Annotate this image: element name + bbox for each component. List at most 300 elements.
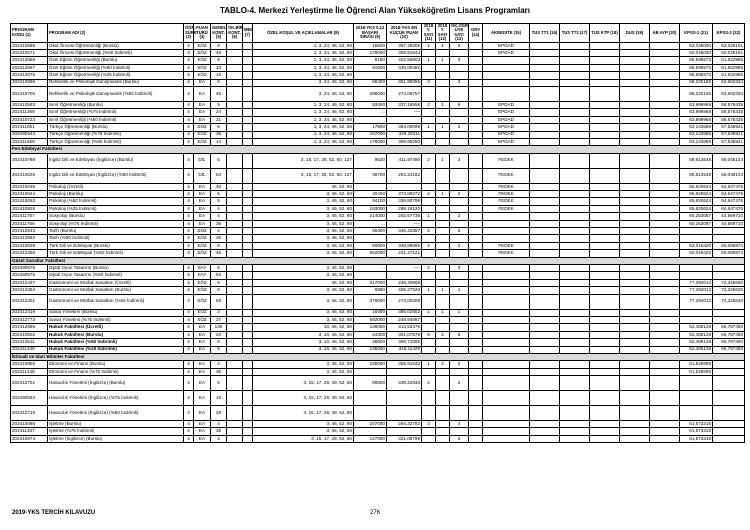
cell-code: 202410502 (11, 331, 48, 338)
cell-k1: 68,595573 (680, 72, 713, 79)
cell-empty (469, 316, 483, 323)
cell-empty (227, 265, 243, 272)
cell-empty (227, 131, 243, 138)
cell-empty (227, 287, 243, 294)
cell-code: 202410696 (11, 79, 48, 86)
cell-score: 264,24162 (387, 168, 422, 183)
cell-empty (650, 250, 680, 257)
cell-name: Sınıf Öğretmenliği (Burslu) (48, 101, 184, 108)
cell-empty (650, 339, 680, 346)
cell-rank: 48600 (354, 339, 387, 346)
cell-score: 335,00482 (387, 64, 422, 71)
cell-cond: 1, 3, 24, 46, 52, 60 (253, 109, 354, 116)
cell-empty (590, 235, 620, 242)
cell-q: 5 (211, 346, 227, 353)
cell-q: 6 (211, 124, 227, 131)
cell-pt: EA (194, 183, 211, 190)
cell-c13: 1 (450, 309, 469, 316)
cell-cond: 3, 46, 52, 60 (253, 235, 354, 242)
cell-score: 246,40968 (387, 279, 422, 286)
cell-k2: 59,046144 (713, 153, 745, 168)
cell-pt: EA (194, 191, 211, 198)
cell-k2: 57,535921 (713, 138, 745, 145)
cell-empty (530, 287, 560, 294)
cell-empty (620, 86, 650, 101)
cell-empty (243, 279, 253, 286)
cell-name: Sanat Yönetimi (%75 İndirimli) (48, 316, 184, 323)
cell-rank: 48700 (354, 168, 387, 183)
cell-pt: SÖZ (194, 124, 211, 131)
cell-empty (620, 191, 650, 198)
cell-k2 (713, 361, 745, 368)
cell-cond: 3, 15, 17, 28, 49, 52, 60 (253, 391, 354, 406)
cell-q: 4 (211, 213, 227, 220)
cell-c13: 2 (450, 242, 469, 249)
cell-code: 202411766 (11, 220, 48, 227)
cell-pt: EA (194, 101, 211, 108)
cell-dur: 4 (184, 324, 194, 331)
cell-empty (227, 79, 243, 86)
cell-empty (227, 406, 243, 421)
cell-score: 306,91532 (387, 361, 422, 368)
cell-empty (620, 213, 650, 220)
cell-k1: 52,485128 (680, 346, 713, 353)
cell-empty (530, 339, 560, 346)
cell-q: 36 (211, 368, 227, 375)
cell-name: Sosyoloji (Burslu) (48, 213, 184, 220)
cell-empty (530, 138, 560, 145)
cell-empty (469, 361, 483, 368)
cell-empty (469, 57, 483, 64)
cell-score: 402,56903 (387, 57, 422, 64)
cell-rank: 165000 (354, 361, 387, 368)
cell-dur: 4 (184, 346, 194, 353)
footer-page-number: 276 (369, 510, 380, 516)
cell-empty (469, 421, 483, 428)
cell-k1: 61,526699 (680, 361, 713, 368)
cell-c13: 2 (450, 124, 469, 131)
cell-name: Psikoloji (Ücretli) (48, 183, 184, 190)
cell-empty (590, 205, 620, 212)
cell-k2: 60,085974 (713, 250, 745, 257)
cell-cond: 3, 46, 52, 60 (253, 213, 354, 220)
cell-cond: 1, 3, 24, 46, 52, 60 (253, 138, 354, 145)
cell-c12 (436, 391, 450, 406)
cell-empty (590, 250, 620, 257)
cell-dur: 4 (184, 309, 194, 316)
table-row (11, 86, 745, 101)
column-header: MEB (7) (243, 24, 253, 43)
table-row (11, 331, 745, 338)
cell-q: 5 (211, 339, 227, 346)
cell-cond: 3, 46, 52, 60 (253, 316, 354, 323)
cell-c12 (436, 339, 450, 346)
cell-empty (560, 324, 590, 331)
cell-k2 (713, 391, 745, 406)
cell-empty (243, 421, 253, 428)
cell-c12 (436, 376, 450, 391)
cell-c13 (450, 316, 469, 323)
cell-c11: 1 (422, 57, 436, 64)
cell-c13 (450, 279, 469, 286)
cell-name: Okul Öncesi Öğretmenliği (%50 İndirimli) (48, 50, 184, 57)
cell-c13 (450, 109, 469, 116)
column-header: PROGRAM ADI (2) (48, 24, 184, 43)
cell-dur: 4 (184, 213, 194, 220)
cell-empty (469, 279, 483, 286)
cell-akr (483, 428, 530, 435)
cell-cond: 1, 3, 24, 46, 52, 60 (253, 101, 354, 108)
cell-empty (590, 213, 620, 220)
cell-pt: SÖZ (194, 287, 211, 294)
table-row (11, 309, 745, 316)
cell-q: 4 (211, 361, 227, 368)
cell-empty (620, 324, 650, 331)
cell-empty (590, 124, 620, 131)
cell-empty (469, 72, 483, 79)
cell-pt: SÖZ (194, 131, 211, 138)
cell-c12 (436, 79, 450, 86)
cell-k1 (680, 235, 713, 242)
cell-akr (483, 287, 530, 294)
cell-c12: 1 (436, 101, 450, 108)
cell-pt: EA (194, 324, 211, 331)
cell-pt: SÖZ (194, 279, 211, 286)
column-header: GENEL KONT. (5) (211, 24, 227, 43)
cell-pt: SAY (194, 272, 211, 279)
cell-empty (620, 131, 650, 138)
cell-q: 16 (211, 391, 227, 406)
table-row (11, 272, 745, 279)
cell-c12 (436, 205, 450, 212)
cell-empty (227, 220, 243, 227)
cell-empty (650, 391, 680, 406)
cell-k1: 77,292013 (680, 287, 713, 294)
cell-q: 4 (211, 228, 227, 235)
cell-empty (530, 57, 560, 64)
cell-code: 202411651 (11, 124, 48, 131)
cell-empty (620, 109, 650, 116)
cell-code: 202490575 (11, 265, 48, 272)
cell-k2: 58,576435 (713, 109, 745, 116)
cell-empty (620, 250, 650, 257)
cell-empty (620, 421, 650, 428)
cell-k2 (713, 272, 745, 279)
cell-c11: 2 (422, 153, 436, 168)
cell-name: İşletme (%75 İndirimli) (48, 428, 184, 435)
column-header: DUS (19) (620, 24, 650, 43)
cell-empty (650, 50, 680, 57)
cell-empty (560, 406, 590, 421)
cell-empty (590, 316, 620, 323)
table-row (11, 213, 745, 220)
cell-c12 (436, 242, 450, 249)
table-row (11, 220, 745, 227)
cell-dur: 4 (184, 168, 194, 183)
cell-empty (243, 124, 253, 131)
cell-empty (530, 346, 560, 353)
cell-c12: 2 (436, 331, 450, 338)
cell-empty (560, 376, 590, 391)
cell-empty (650, 309, 680, 316)
cell-dur: 4 (184, 72, 194, 79)
cell-pt: EA (194, 435, 211, 442)
cell-code: 202410053 (11, 198, 48, 205)
cell-empty (590, 324, 620, 331)
cell-empty (590, 57, 620, 64)
column-header: AKREDİTE (15) (483, 24, 530, 43)
cell-empty (243, 42, 253, 49)
cell-empty (620, 183, 650, 190)
cell-empty (469, 109, 483, 116)
cell-empty (243, 101, 253, 108)
cell-code: 202410874 (11, 435, 48, 442)
table-row (11, 235, 745, 242)
cell-empty (590, 116, 620, 123)
table-row (11, 42, 745, 49)
cell-score (387, 116, 422, 123)
cell-name: Ekonomi ve Finans (%75 İndirimli) (48, 368, 184, 375)
cell-score: 411,97490 (387, 153, 422, 168)
cell-code: 202410256 (11, 250, 48, 257)
cell-dur: 4 (184, 228, 194, 235)
cell-empty (243, 294, 253, 309)
cell-empty (650, 153, 680, 168)
cell-code: 202410511 (11, 339, 48, 346)
cell-score: 221,47121 (387, 250, 422, 257)
cell-empty (243, 168, 253, 183)
cell-q: 5 (211, 376, 227, 391)
cell-empty (227, 72, 243, 79)
cell-empty (227, 435, 243, 442)
cell-k2: 59,046144 (713, 168, 745, 183)
cell-pt: EA (194, 213, 211, 220)
cell-name: İşletme (İngilizce) (Burslu) (48, 435, 184, 442)
cell-empty (243, 242, 253, 249)
cell-empty (243, 235, 253, 242)
cell-dur: 4 (184, 235, 194, 242)
cell-akr: EPDAD (483, 131, 530, 138)
table-row (11, 228, 745, 235)
cell-empty (227, 198, 243, 205)
cell-k2: 66,787450 (713, 346, 745, 353)
cell-empty (560, 287, 590, 294)
cell-empty (650, 124, 680, 131)
cell-pt: DİL (194, 153, 211, 168)
cell-empty (560, 116, 590, 123)
cell-q: 9 (211, 279, 227, 286)
cell-empty (469, 79, 483, 86)
cell-akr (483, 213, 530, 220)
cell-akr (483, 361, 530, 368)
cell-akr: EPDAD (483, 109, 530, 116)
cell-rank: 193000 (354, 205, 387, 212)
cell-empty (469, 242, 483, 249)
cell-code: 202411457 (11, 428, 48, 435)
cell-k1: 61,573318 (680, 428, 713, 435)
cell-empty (243, 153, 253, 168)
cell-empty (560, 183, 590, 190)
cell-akr (483, 72, 530, 79)
cell-empty (469, 235, 483, 242)
cell-empty (243, 428, 253, 435)
cell-pt: EA (194, 421, 211, 428)
cell-code: 202410565 (11, 42, 48, 49)
cell-code: 202410768 (11, 153, 48, 168)
table-row (11, 294, 745, 309)
cell-empty (227, 153, 243, 168)
cell-empty (243, 50, 253, 57)
column-header: KPSS-1 (21) (680, 24, 713, 43)
cell-akr: FEDEK (483, 153, 530, 168)
cell-empty (227, 50, 243, 57)
cell-c13: 2 (450, 361, 469, 368)
cell-empty (650, 168, 680, 183)
cell-empty (620, 242, 650, 249)
cell-empty (560, 131, 590, 138)
cell-score: 248,94867 (387, 316, 422, 323)
cell-empty (620, 124, 650, 131)
cell-akr (483, 376, 530, 391)
table-row (11, 316, 745, 323)
cell-score: 298,19120 (387, 205, 422, 212)
cell-empty (650, 346, 680, 353)
cell-dur: 4 (184, 242, 194, 249)
cell-empty (243, 191, 253, 198)
cell-name: Özel Eğitim Öğretmenliği (%25 İndirimli) (48, 72, 184, 79)
cell-akr: EPDAD (483, 116, 530, 123)
cell-k1: 68,220155 (680, 86, 713, 101)
cell-empty (560, 198, 590, 205)
cell-pt: EA (194, 376, 211, 391)
cell-c13 (450, 116, 469, 123)
cell-k1: 59,813548 (680, 168, 713, 183)
cell-score (387, 272, 422, 279)
cell-q: 45 (211, 86, 227, 101)
cell-k2 (713, 406, 745, 421)
cell-dur: 4 (184, 368, 194, 375)
cell-rank: 376000 (354, 294, 387, 309)
cell-c11 (422, 183, 436, 190)
cell-c11 (422, 168, 436, 183)
cell-rank (354, 428, 387, 435)
cell-k1: 68,595573 (680, 57, 713, 64)
column-header: 2018 Y. SAYI (12) (436, 24, 450, 43)
cell-empty (650, 183, 680, 190)
cell-q: 6 (211, 57, 227, 64)
cell-empty (590, 331, 620, 338)
cell-name: Hukuk Fakültesi (%25 İndirimli) (48, 346, 184, 353)
cell-k1 (680, 391, 713, 406)
cell-empty (650, 213, 680, 220)
cell-empty (650, 64, 680, 71)
cell-c13 (450, 391, 469, 406)
cell-rank: 89500 (354, 376, 387, 391)
cell-empty (590, 79, 620, 86)
cell-k2 (713, 435, 745, 442)
cell-akr (483, 279, 530, 286)
cell-c13: 2 (450, 213, 469, 220)
cell-pt: SÖZ (194, 294, 211, 309)
cell-empty (227, 42, 243, 49)
cell-empty (620, 101, 650, 108)
cell-name: Türk Dili ve Edebiyatı (%50 İndirimli) (48, 250, 184, 257)
cell-empty (469, 116, 483, 123)
cell-c12 (436, 368, 450, 375)
cell-code: 202411757 (11, 213, 48, 220)
cell-cond: 3, 15, 17, 28, 52, 60 (253, 435, 354, 442)
cell-empty (243, 346, 253, 353)
cell-empty (620, 116, 650, 123)
cell-k2: 64,647476 (713, 183, 745, 190)
cell-akr (483, 346, 530, 353)
cell-rank: ... (354, 109, 387, 116)
cell-c11 (422, 116, 436, 123)
cell-empty (590, 168, 620, 183)
cell-empty (469, 435, 483, 442)
cell-name: Psikoloji (%25 İndirimli) (48, 205, 184, 212)
cell-code: 202412719 (11, 406, 48, 421)
cell-empty (650, 131, 680, 138)
cell-q: 29 (211, 406, 227, 421)
cell-dur: 4 (184, 361, 194, 368)
cell-empty (227, 361, 243, 368)
cell-empty (530, 191, 560, 198)
cell-empty (227, 309, 243, 316)
cell-rank: 178000 (354, 138, 387, 145)
cell-empty (243, 205, 253, 212)
cell-empty (590, 361, 620, 368)
cell-score: 339,22640 (387, 376, 422, 391)
cell-empty (243, 376, 253, 391)
cell-cond: 1, 3, 24, 46, 52, 60 (253, 64, 354, 71)
cell-empty (590, 153, 620, 168)
cell-akr (483, 64, 530, 71)
cell-rank: 17800 (354, 124, 387, 131)
cell-rank: ... (354, 265, 387, 272)
cell-k1: 61,573318 (680, 421, 713, 428)
cell-empty (469, 228, 483, 235)
cell-c12 (436, 235, 450, 242)
cell-dur: 4 (184, 421, 194, 428)
cell-code: 202410705 (11, 86, 48, 101)
cell-c12 (436, 131, 450, 138)
cell-pt: SÖZ (194, 72, 211, 79)
cell-empty (469, 368, 483, 375)
cell-empty (469, 131, 483, 138)
cell-score: 321,08798 (387, 435, 422, 442)
cell-empty (227, 213, 243, 220)
cell-c13: 2 (450, 191, 469, 198)
cell-cond: 3, 46, 52, 60 (253, 265, 354, 272)
cell-empty (620, 79, 650, 86)
cell-c11: 2 (422, 265, 436, 272)
cell-empty (469, 86, 483, 101)
cell-rank: 107000 (354, 131, 387, 138)
cell-empty (620, 376, 650, 391)
cell-empty (243, 435, 253, 442)
cell-dur: 4 (184, 391, 194, 406)
table-row (11, 116, 745, 123)
cell-q: 27 (211, 316, 227, 323)
table-header-row (11, 24, 745, 43)
cell-empty (530, 376, 560, 391)
cell-akr (483, 294, 530, 309)
column-header: PUAN TÜRÜ (4) (194, 24, 211, 43)
cell-c12 (436, 228, 450, 235)
cell-pt: EA (194, 198, 211, 205)
cell-k2 (713, 421, 745, 428)
